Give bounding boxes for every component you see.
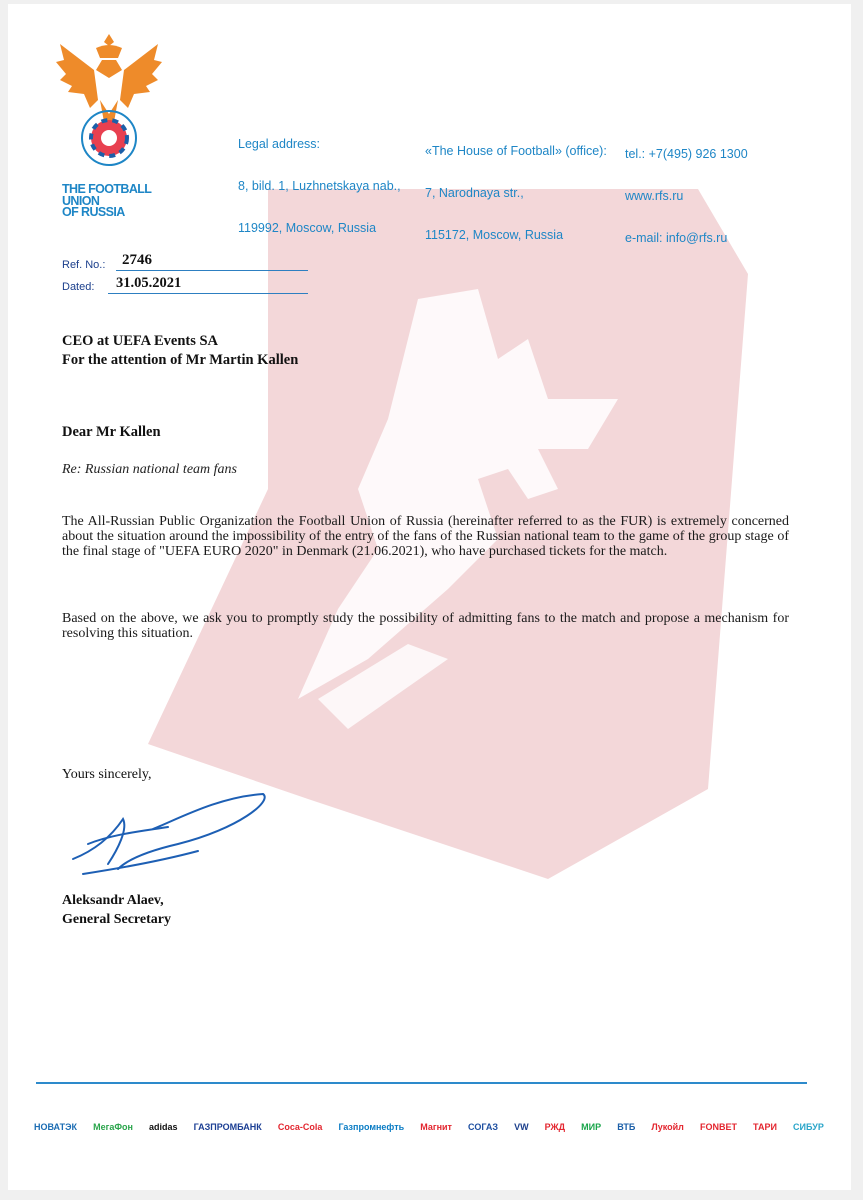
double-eagle-icon <box>54 30 164 170</box>
sponsor-logo: МИР <box>581 1122 602 1132</box>
sponsor-logo: НОВАТЭК <box>34 1122 77 1132</box>
org-name <box>62 184 151 219</box>
sponsor-logo: ТАРИ <box>753 1122 777 1132</box>
signature-icon <box>68 789 278 889</box>
recipient-line: CEO at UEFA Events SA <box>62 333 219 349</box>
recipient-block <box>62 332 298 370</box>
ref-value: 2746 <box>122 252 152 268</box>
legal-address-line: 8, bild. 1, Luzhnetskaya nab., <box>238 179 401 193</box>
org-name-line: THE FOOTBALL <box>62 182 152 196</box>
body-paragraph-2: Based on the above, we ask you to promptly study the possibility of admitting fans to the match and propose a mechanism for resolving this situation. <box>62 611 789 641</box>
salutation: Dear Mr Kallen <box>62 424 161 440</box>
legal-address-label: Legal address: <box>238 137 321 151</box>
recipient-line: For the attention of Mr Martin Kallen <box>62 352 299 368</box>
sponsor-logo: Coca-Cola <box>277 1122 323 1132</box>
sponsor-logo: СИБУР <box>793 1122 824 1132</box>
letter-page <box>8 4 851 1190</box>
phone-number: tel.: +7(495) 926 1300 <box>625 147 748 161</box>
sponsor-logo: ГАЗПРОМБАНК <box>193 1122 262 1132</box>
date-field <box>108 275 308 294</box>
office-address-label: «The House of Football» (office): <box>425 144 607 158</box>
ref-field <box>116 252 308 271</box>
sponsor-logo: adidas <box>149 1122 178 1132</box>
ref-label: Ref. No.: <box>62 259 106 271</box>
sponsor-logo: Лукойл <box>651 1122 684 1132</box>
sponsor-logo-row <box>34 1112 824 1142</box>
sponsor-logo: VW <box>514 1122 529 1132</box>
signer-title: General Secretary <box>62 912 171 927</box>
signer-name: Aleksandr Alaev, <box>62 893 164 908</box>
website-link[interactable]: www.rfs.ru <box>625 189 684 203</box>
sponsor-logo: Газпромнефть <box>338 1122 405 1132</box>
body-paragraph-1: The All-Russian Public Organization the Football Union of Russia (hereinafter referred to as the FUR) is extremely concerned about the situation around the impossibility of the entry of the fans of the Russian national team to the game of the group stage of the final stage of "UEFA EURO 2020" in Denmark (21.06.2021), who have purchased tickets for the match. <box>62 514 789 559</box>
sponsor-logo: ВТБ <box>617 1122 636 1132</box>
office-address-line: 7, Narodnaya str., <box>425 186 524 200</box>
date-label: Dated: <box>62 281 95 293</box>
org-name-line: UNION <box>62 193 100 208</box>
fur-emblem <box>54 30 164 170</box>
closing: Yours sincerely, <box>62 767 152 782</box>
footer-divider <box>36 1082 807 1084</box>
sponsor-logo: FONBET <box>699 1122 737 1132</box>
org-name-line: OF RUSSIA <box>62 205 125 219</box>
sponsor-logo: Магнит <box>420 1122 452 1132</box>
sponsor-logo: МегаФон <box>93 1122 133 1132</box>
legal-address <box>238 109 401 263</box>
office-address-line: 115172, Moscow, Russia <box>425 228 564 242</box>
sponsor-logo: СОГАЗ <box>468 1122 498 1132</box>
email-link[interactable]: e-mail: info@rfs.ru <box>625 231 728 245</box>
contact-info <box>625 119 748 273</box>
sponsor-logo: РЖД <box>544 1122 566 1132</box>
signer-block <box>62 891 171 929</box>
office-address <box>425 116 607 270</box>
legal-address-line: 119992, Moscow, Russia <box>238 221 377 235</box>
subject-line: Re: Russian national team fans <box>62 462 237 477</box>
date-value: 31.05.2021 <box>116 275 182 291</box>
